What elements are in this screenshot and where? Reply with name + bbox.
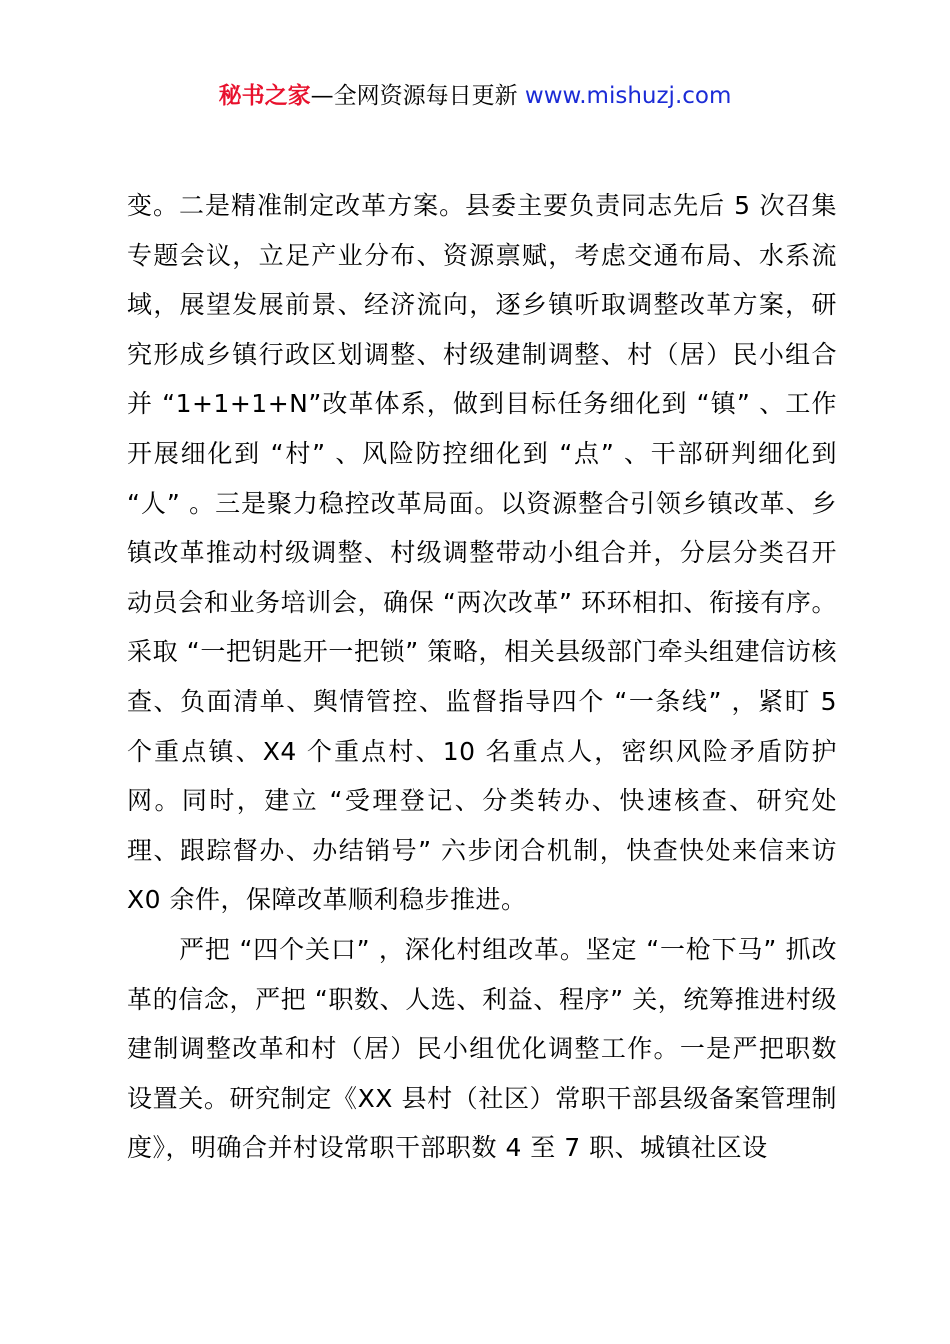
site-url-link[interactable]: www.mishuzj.com bbox=[524, 83, 732, 109]
site-banner bbox=[0, 80, 950, 112]
document-body bbox=[127, 181, 837, 1173]
paragraph-1: 变。二是精准制定改革方案。县委主要负责同志先后 5 次召集专题会议，立足产业分布、资源禀赋，考虑交通布局、水系流域，展望发展前景、经济流向，逐乡镇听取调整改革方案，研究形成乡镇行政区划调整、村级建制调整、村（居）民小组合并 “1+1+1+N”改革体系，做到目标任务细化到 “镇” 、工作开展细化到 “村” 、风险防控细化到 “点” 、干部研判细化到 “人” 。三是聚力稳控改革局面。以资源整合引领乡镇改革、乡镇改革推动村级调整、村级调整带动小组合并，分层分类召开动员会和业务培训会，确保 “两次改革” 环环相扣、衔接有序。采取 “一把钥匙开一把锁” 策略，相关县级部门牵头组建信访核查、负面清单、舆情管控、监督指导四个 “一条线” ，紧盯 5 个重点镇、X4 个重点村、10 名重点人，密织风险矛盾防护网。同时，建立 “受理登记、分类转办、快速核查、研究处理、跟踪督办、办结销号” 六步闭合机制，快查快处来信来访 X0 余件，保障改革顺利稳步推进。 bbox=[127, 191, 837, 915]
banner-tagline: —全网资源每日更新 bbox=[310, 83, 525, 109]
brand-name: 秘书之家 bbox=[218, 83, 311, 109]
paragraph-2: 严把 “四个关口” ，深化村组改革。坚定 “一枪下马” 抓改革的信念，严把 “职数、人选、利益、程序” 关，统筹推进村级建制调整改革和村（居）民小组优化调整工作。一是严把职数设置关。研究制定《XX 县村（社区）常职干部县级备案管理制度》，明确合并村设常职干部职数 4 至 7 职、城镇社区设 bbox=[127, 934, 837, 1163]
